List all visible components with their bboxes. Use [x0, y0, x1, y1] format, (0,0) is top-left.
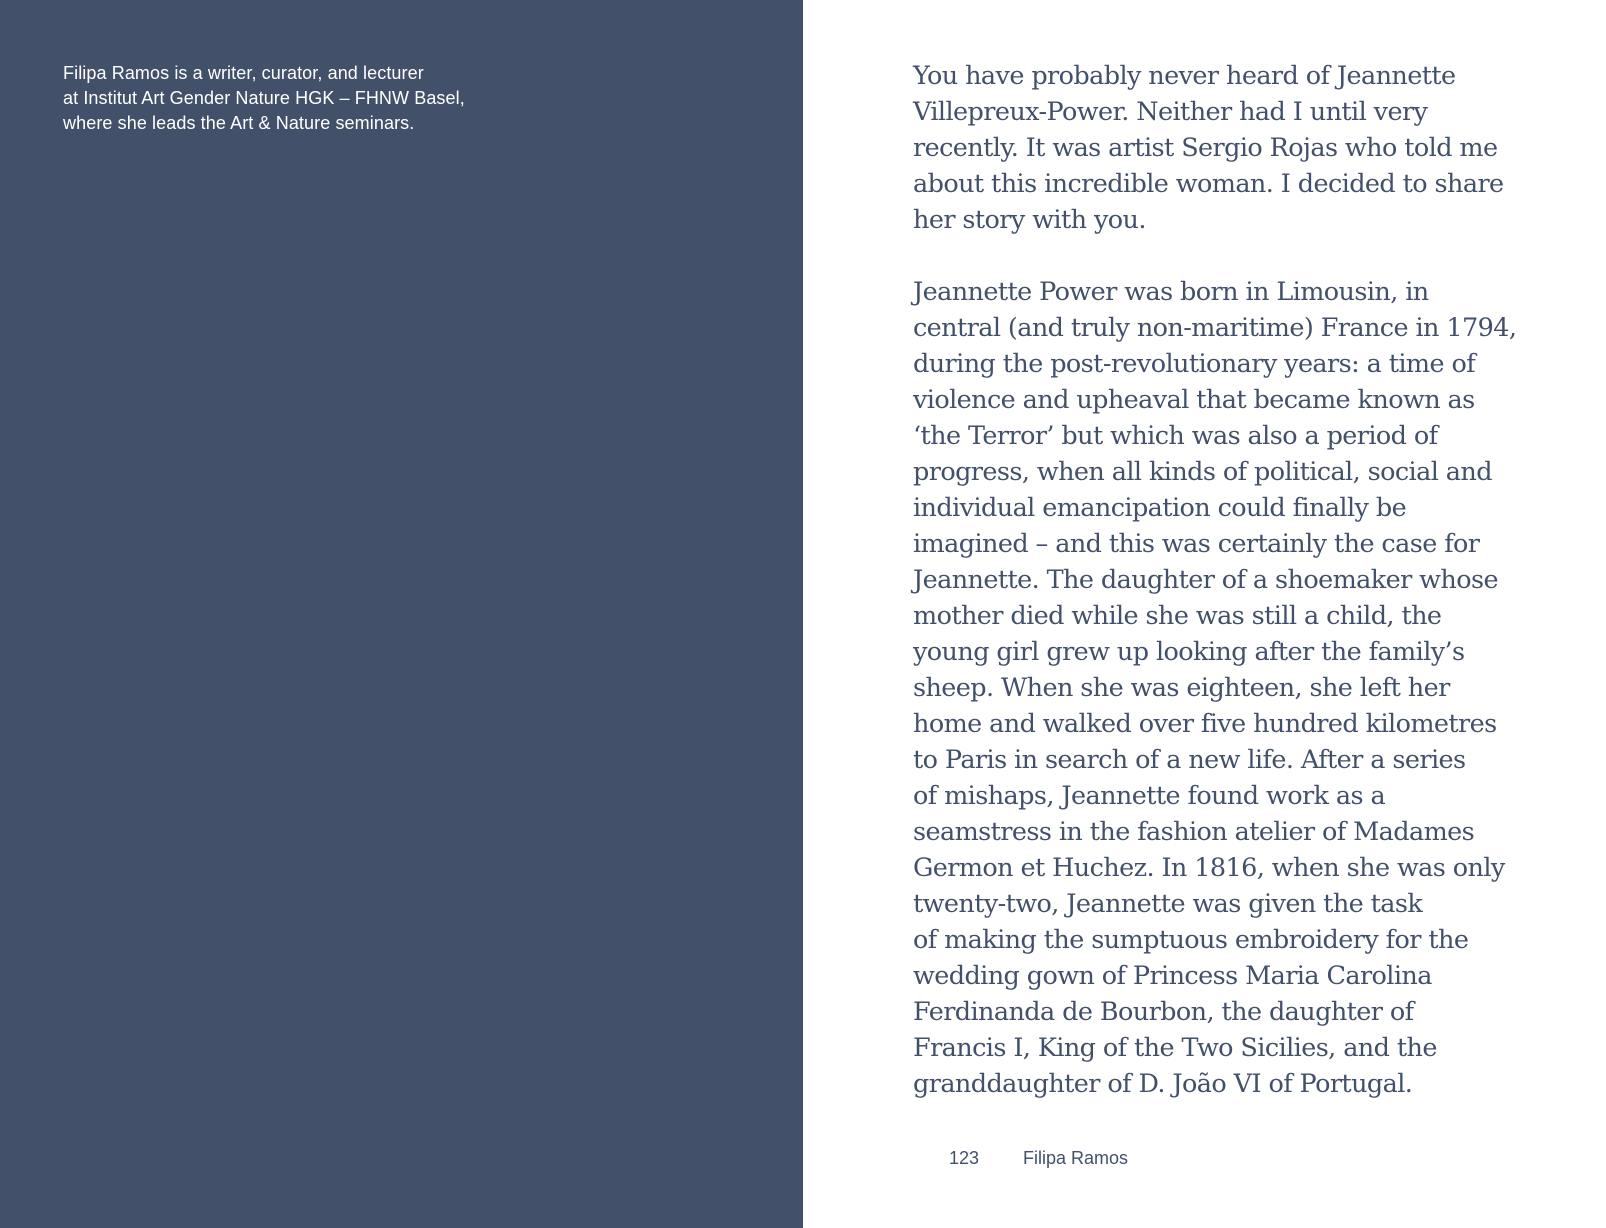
author-bio	[63, 61, 583, 136]
bio-line: Filipa Ramos is a writer, curator, and lecturer	[63, 63, 424, 83]
essay-line: about this incredible woman. I decided to share	[913, 169, 1504, 199]
essay-line: her story with you.	[913, 205, 1146, 235]
essay-text	[913, 58, 1593, 1102]
essay-line: of mishaps, Jeannette found work as a	[913, 781, 1386, 811]
essay-line: You have probably never heard of Jeannette	[913, 61, 1456, 91]
essay-line: home and walked over five hundred kilometres	[913, 709, 1497, 739]
essay-line: during the post-revolutionary years: a time of	[913, 349, 1476, 379]
essay-line: of making the sumptuous embroidery for the	[913, 925, 1469, 955]
essay-line: Jeannette Power was born in Limousin, in	[913, 277, 1429, 307]
bio-line: at Institut Art Gender Nature HGK – FHNW Basel,	[63, 88, 465, 108]
essay-line: wedding gown of Princess Maria Carolina	[913, 961, 1432, 991]
essay-line: to Paris in search of a new life. After a series	[913, 745, 1466, 775]
essay-line: Ferdinanda de Bourbon, the daughter of	[913, 997, 1414, 1027]
essay-line: young girl grew up looking after the family’s	[913, 637, 1465, 667]
essay-paragraph	[913, 274, 1593, 1102]
running-author: Filipa Ramos	[1023, 1148, 1129, 1168]
page-number: 123	[949, 1148, 980, 1168]
essay-line: granddaughter of D. João VI of Portugal.	[913, 1069, 1413, 1099]
essay-line: sheep. When she was eighteen, she left her	[913, 673, 1450, 703]
essay-line: Germon et Huchez. In 1816, when she was only	[913, 853, 1505, 883]
essay-line: Villepreux-Power. Neither had I until very	[913, 97, 1428, 127]
essay-line: Jeannette. The daughter of a shoemaker whose	[913, 565, 1498, 595]
essay-line: individual emancipation could finally be	[913, 493, 1407, 523]
essay-line: recently. It was artist Sergio Rojas who told me	[913, 133, 1498, 163]
essay-line: mother died while she was still a child, the	[913, 601, 1442, 631]
essay-line: central (and truly non-maritime) France in 1794,	[913, 313, 1517, 343]
essay-line: violence and upheaval that became known as	[913, 385, 1475, 415]
essay-line: progress, when all kinds of political, social and	[913, 457, 1492, 487]
essay-paragraph	[913, 58, 1593, 238]
essay-line: Francis I, King of the Two Sicilies, and the	[913, 1033, 1437, 1063]
essay-line: twenty-two, Jeannette was given the task	[913, 889, 1423, 919]
right-page	[803, 0, 1606, 1228]
essay-line: imagined – and this was certainly the case for	[913, 529, 1480, 559]
essay-line: ‘the Terror’ but which was also a period of	[913, 421, 1438, 451]
essay-line: seamstress in the fashion atelier of Madames	[913, 817, 1475, 847]
bio-line: where she leads the Art & Nature seminars.	[63, 113, 415, 133]
page-footer	[949, 1146, 1128, 1170]
